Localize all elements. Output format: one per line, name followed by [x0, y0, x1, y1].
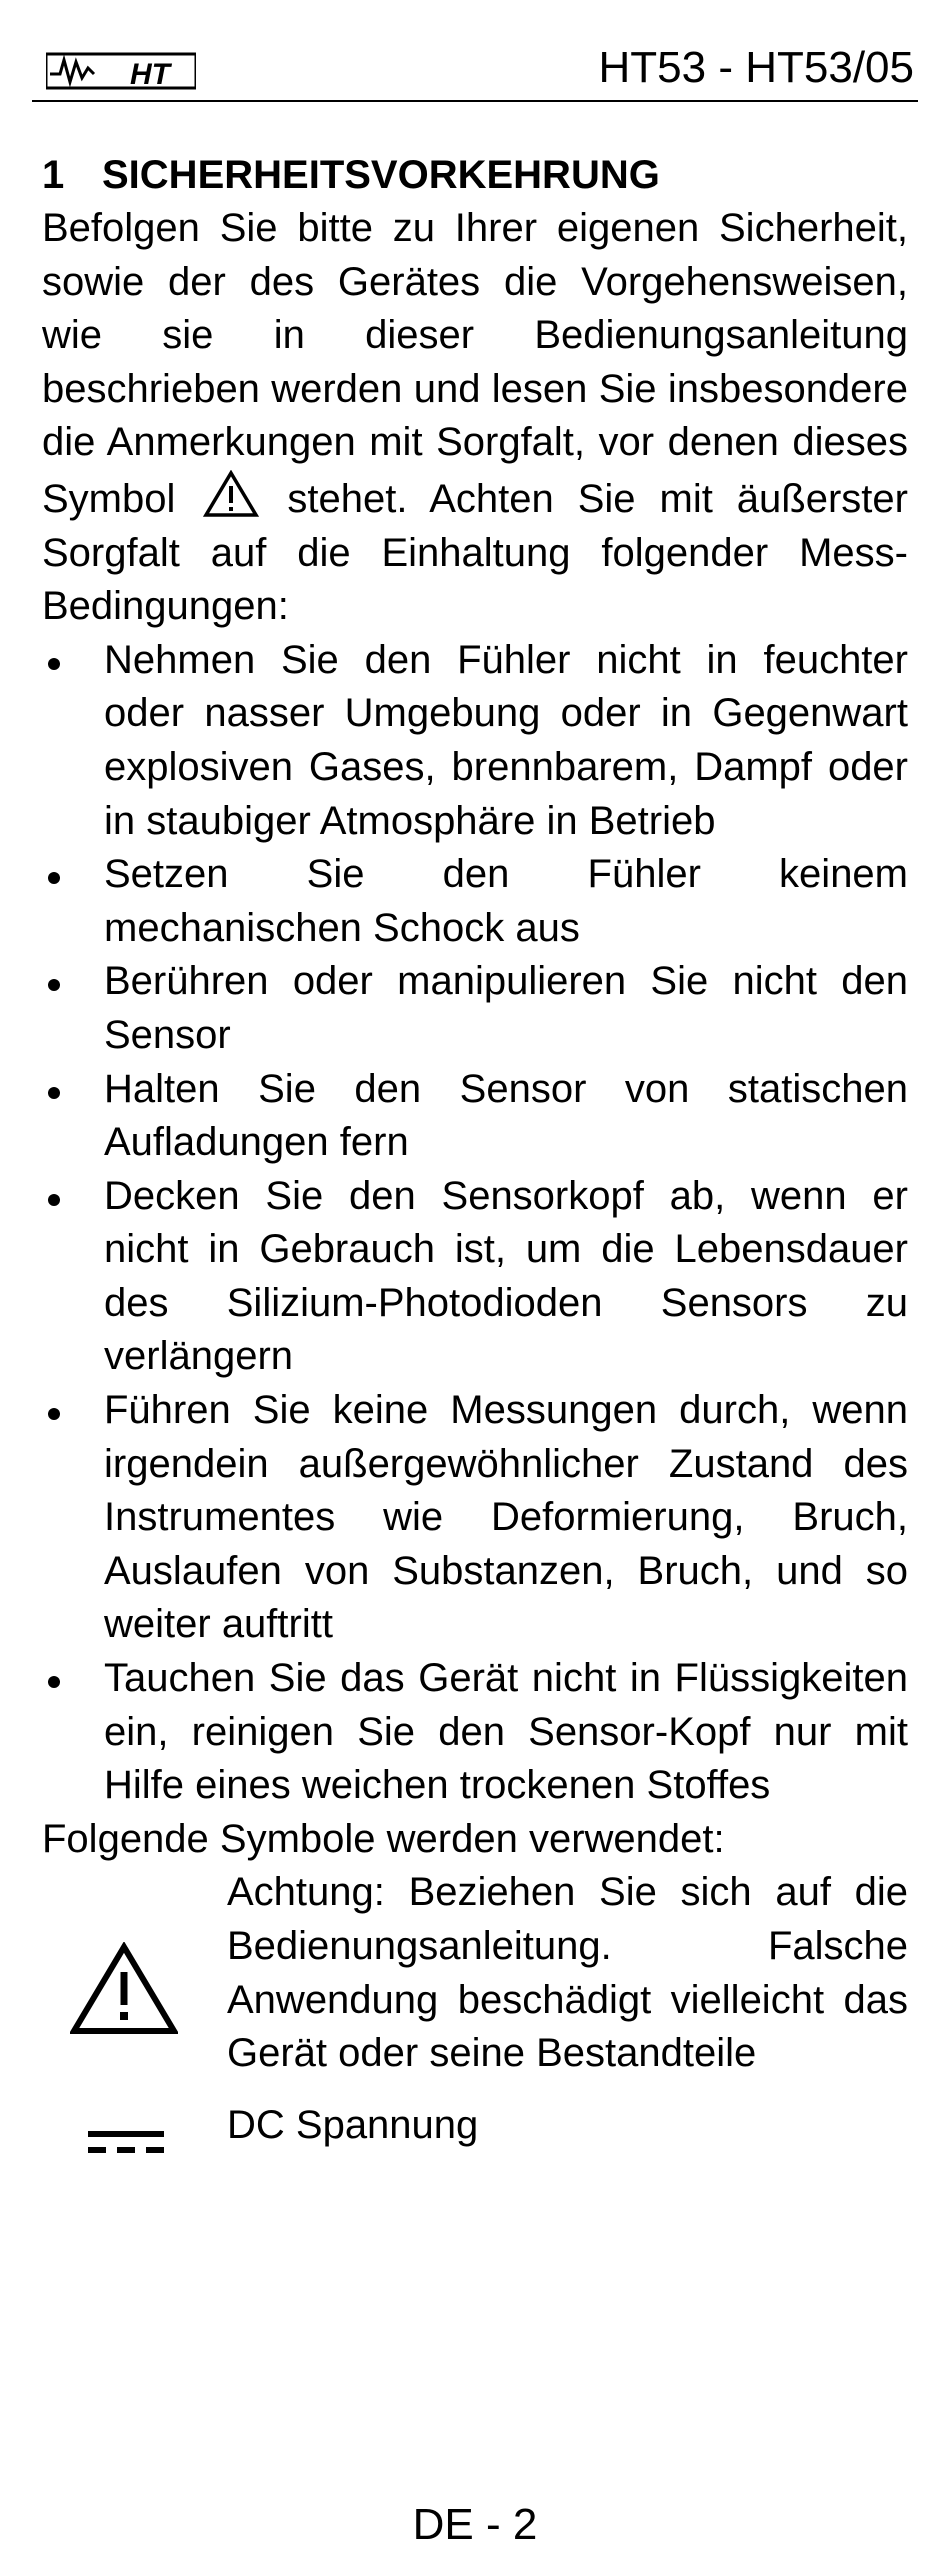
symbol-description: DC Spannung [227, 2102, 479, 2147]
bullet-icon [48, 872, 60, 884]
list-item: Halten Sie den Sensor von statischen Aufladungen fern [42, 1063, 908, 1170]
list-item: Tauchen Sie das Gerät nicht in Flüssigkeiten ein, reinigen Sie den Sensor-Kopf nur mit Hilfe eines weichen trockenen Stoffes [42, 1652, 908, 1813]
symbol-row-dc [42, 2099, 908, 2153]
symbol-description: Achtung: Beziehen Sie sich auf die Bedienungsanleitung. Falsche Anwendung beschädigt vielleicht das Gerät oder seine Bestandteile [227, 1870, 908, 2076]
ht-logo-icon [46, 48, 196, 92]
safety-rules-list [42, 634, 908, 1813]
symbols-intro: Folgende Symbole werden verwendet: [42, 1816, 725, 1861]
bullet-icon [48, 1676, 60, 1688]
document-model-id: HT53 - HT53/05 [598, 43, 914, 92]
section-title: SICHERHEITSVORKEHRUNG [102, 153, 660, 197]
bullet-icon [48, 1087, 60, 1099]
warning-triangle-icon [203, 470, 259, 518]
bullet-icon [48, 1408, 60, 1420]
intro-text-before: Befolgen Sie bitte zu Ihrer eigenen Sicherheit, sowie der des Gerätes die Vorgehensweisen, wie sie in dieser Bedienungsanleitung beschrieben werden und lesen Sie insbesondere die Anmerkungen mit Sorgfalt, vor denen dieses Symbol [42, 206, 908, 521]
page-number: DE - 2 [412, 2500, 538, 2549]
list-item: Decken Sie den Sensorkopf ab, wenn er nicht in Gebrauch ist, um die Lebensdauer des Silizium-Photodioden Sensors zu verlängern [42, 1170, 908, 1384]
symbol-row-warning [42, 1866, 908, 2080]
warning-triangle-icon [70, 1942, 178, 2036]
page-header [32, 36, 918, 102]
page-content [42, 148, 908, 2152]
svg-text:HT: HT [130, 58, 170, 91]
intro-paragraph [42, 202, 908, 634]
intro-text-after: stehet. Achten Sie mit äußerster Sorgfalt auf die Einhaltung folgender Mess-Bedingungen: [42, 476, 908, 629]
list-item: Berühren oder manipulieren Sie nicht den Sensor [42, 955, 908, 1062]
list-item: Nehmen Sie den Fühler nicht in feuchter oder nasser Umgebung oder in Gegenwart explosiven Gases, brennbarem, Dampf oder in staubiger Atmosphäre in Betrieb [42, 634, 908, 848]
section-heading [42, 148, 908, 202]
list-item: Setzen Sie den Fühler keinem mechanischen Schock aus [42, 848, 908, 955]
dc-voltage-icon [88, 2123, 164, 2159]
bullet-icon [48, 979, 60, 991]
bullet-icon [48, 1194, 60, 1206]
section-number: 1 [42, 153, 65, 197]
bullet-icon [48, 658, 60, 670]
list-item: Führen Sie keine Messungen durch, wenn irgendein außergewöhnlicher Zustand des Instrumentes wie Deformierung, Bruch, Auslaufen von Substanzen, Bruch, und so weiter auftritt [42, 1384, 908, 1652]
